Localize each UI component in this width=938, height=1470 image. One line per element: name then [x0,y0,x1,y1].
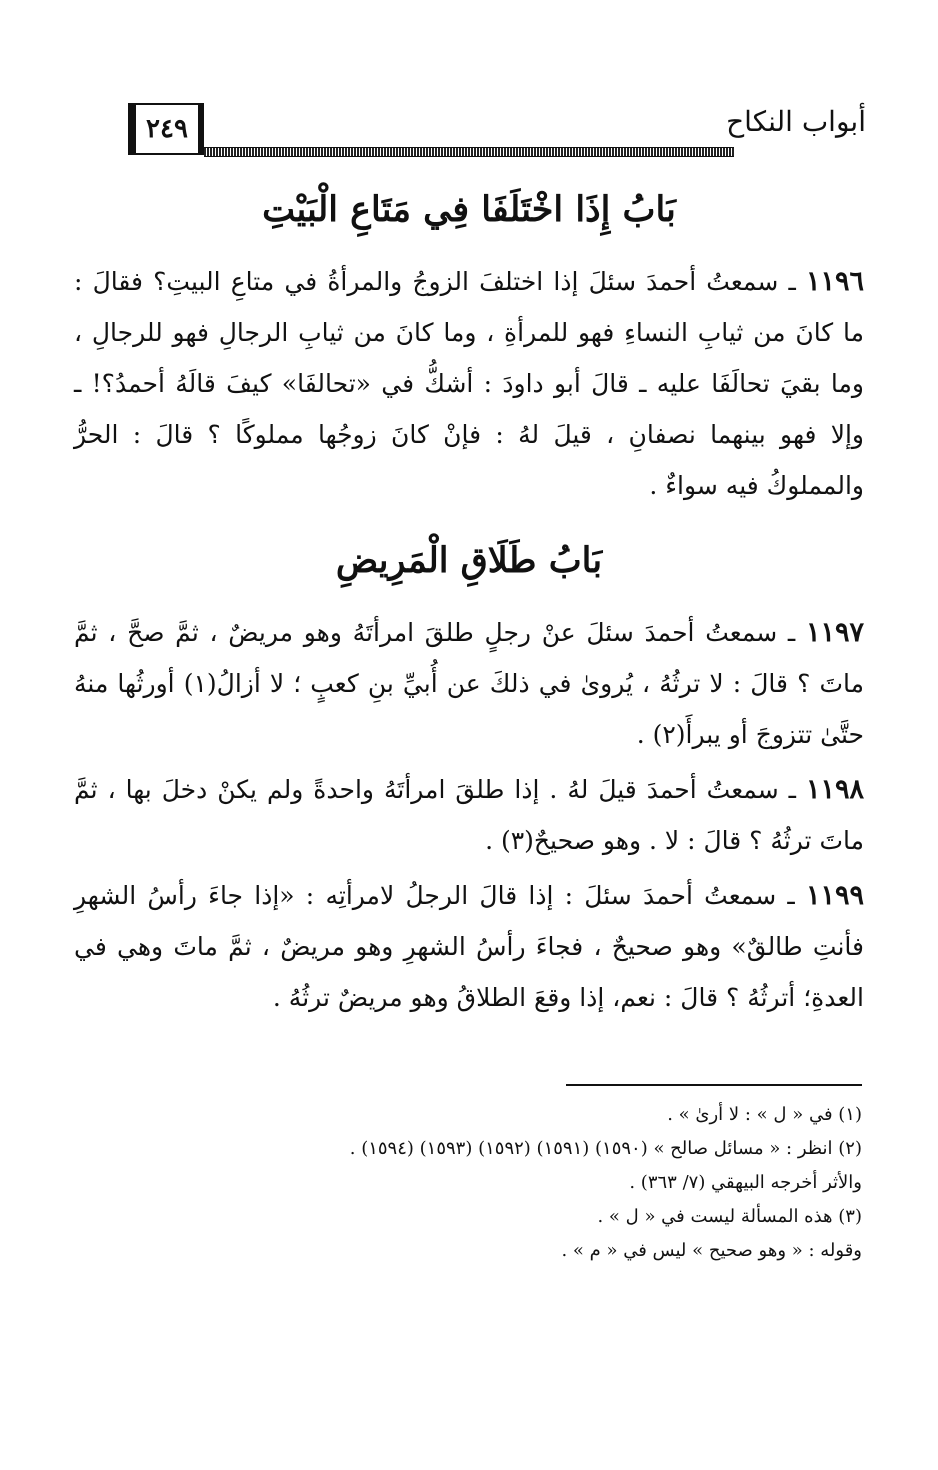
paragraph-1198 [74,764,864,866]
paragraph-1197 [74,607,864,760]
footnote-line: (٣) هذه المسألة ليست في « ل » . [597,1206,862,1227]
chapter-heading-disputed-goods: بَابُ إِذَا اخْتَلَفَا فِي مَتَاعِ الْبَيْتِ [262,189,676,230]
page-number: ٢٤٩ [146,114,188,144]
footnote-line: وقوله : « وهو صحيح » ليس في « م » . [561,1240,862,1261]
paragraph-text: ـ سمعتُ أحمدَ قيلَ لهُ . إذا طلقَ امرأتَهُ واحدةً ولم يكنْ دخلَ بها ، ثمَّ ماتَ ترثُهُ ؟ قالَ : لا . وهو صحيحٌ(٣) . [74,775,864,855]
footnote-line: (١) في « ل » : لا أرىٰ » . [667,1104,862,1125]
paragraph-number: ١١٩٨ [805,774,864,805]
paragraph-number: ١١٩٩ [805,880,864,911]
paragraph-1196 [74,256,864,511]
footnote-line: (٢) انظر : « مسائل صالح » (١٥٩٠) (١٥٩١) (١٥٩٢) (١٥٩٣) (١٥٩٤) . [349,1138,862,1159]
main-text [74,176,864,1023]
paragraph-text: ـ سمعتُ أحمدَ سئلَ إذا اختلفَ الزوجُ والمرأةُ في متاعِ البيتِ؟ فقالَ : ما كانَ من ثيابِ النساءِ فهو للمرأةِ ، وما كانَ من ثيابِ الرجالِ فهو للرجالِ ، وما بقيَ تحالَفَا عليه ـ قالَ أبو داودَ : أشكُّ في «تحالفَا» كيفَ قالَهُ أحمدُ؟! ـ وإلا فهو بينهما نصفانِ ، قيلَ لهُ : فإنْ كانَ زوجُها مملوكًا ؟ قالَ : الحرُّ والمملوكُ فيه سواءٌ . [74,267,864,500]
paragraph-1199 [74,870,864,1023]
footnote-separator [566,1084,862,1086]
page-number-box [128,103,204,155]
paragraph-number: ١١٩٧ [805,617,864,648]
footnote-line: والأثر أخرجه البيهقي (٧/ ٣٦٣) . [629,1172,862,1193]
chapter-heading-sick-divorce: بَابُ طَلَاقِ الْمَرِيضِ [335,540,603,581]
footnotes [150,1098,862,1268]
page-header [128,103,866,161]
header-decorative-rule [204,147,734,157]
paragraph-number: ١١٩٦ [805,266,864,297]
paragraph-text: ـ سمعتُ أحمدَ سئلَ : إذا قالَ الرجلُ لامرأتِه : «إذا جاءَ رأسُ الشهرِ فأنتِ طالقٌ» وهو صحيحٌ ، فجاءَ رأسُ الشهرِ وهو مريضٌ ، ثمَّ ماتَ وهي في العدةِ؛ أترثُهُ ؟ قالَ : نعم، إذا وقعَ الطلاقُ وهو مريضٌ ترثُهُ . [74,881,864,1012]
paragraph-text: ـ سمعتُ أحمدَ سئلَ عنْ رجلٍ طلقَ امرأتَهُ وهو مريضٌ ، ثمَّ صحَّ ، ثمَّ ماتَ ؟ قالَ : لا ترثُهُ ، يُروىٰ في ذلكَ عن أُبيِّ بنِ كعبٍ ؛ لا أزالُ(١) أورثُها منهُ حتَّىٰ تتزوجَ أو يبرأَ(٢) . [74,618,864,749]
running-title: أبواب النكاح [726,105,866,138]
